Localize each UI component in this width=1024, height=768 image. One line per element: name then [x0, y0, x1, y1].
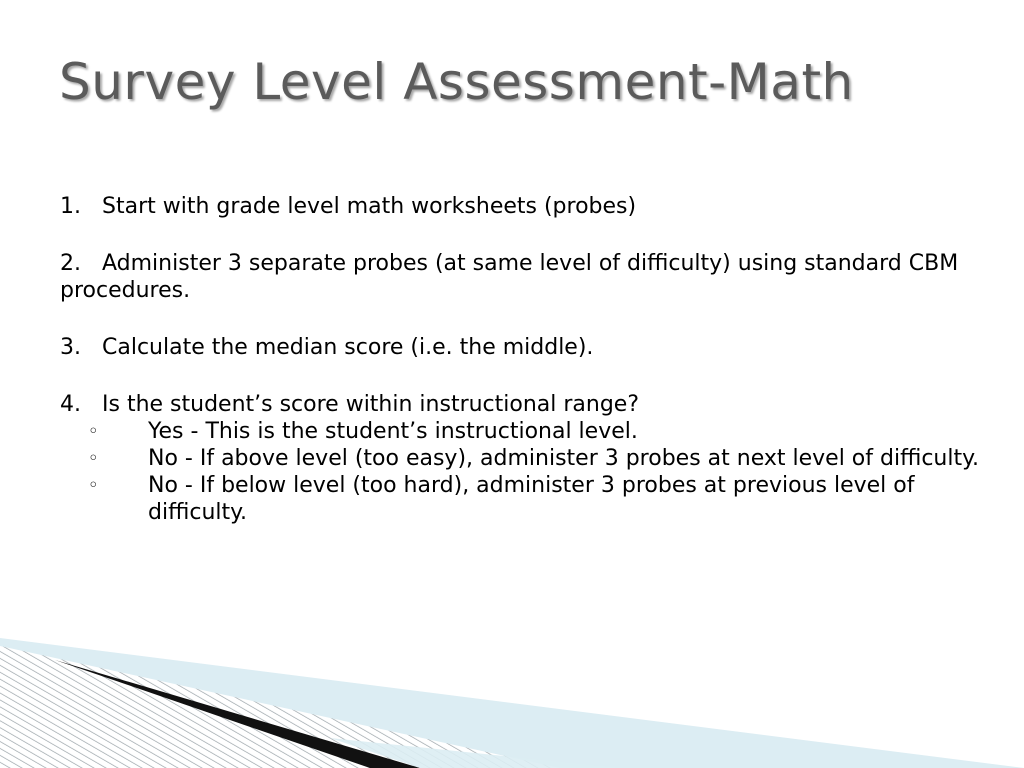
sub-bullet-text: No - If below level (too hard), administer 3 probes at previous level of difficulty. — [148, 473, 915, 525]
decorative-corner-graphic — [0, 638, 1024, 768]
sub-bullet-text: No - If above level (too easy), administer 3 probes at next level of difficulty. — [148, 446, 979, 471]
step-item — [60, 391, 980, 418]
hollow-bullet-icon: ◦ — [88, 448, 99, 469]
sub-bullet-item — [60, 418, 980, 445]
step-text: Start with grade level math worksheets (probes) — [102, 194, 637, 219]
step-number: 3. — [60, 335, 81, 360]
step-text: Administer 3 separate probes (at same level of difficulty) using standard CBM procedures. — [60, 251, 959, 303]
step-number: 1. — [60, 194, 81, 219]
hollow-bullet-icon: ◦ — [88, 475, 99, 496]
sub-bullet-list — [60, 418, 980, 526]
step-number: 4. — [60, 392, 81, 417]
sub-bullet-item — [60, 445, 980, 472]
slide-body — [60, 193, 980, 526]
step-text: Calculate the median score (i.e. the middle). — [102, 335, 594, 360]
step-text: Is the student’s score within instructional range? — [102, 392, 640, 417]
step-item — [60, 250, 980, 304]
step-item — [60, 334, 980, 361]
hollow-bullet-icon: ◦ — [88, 421, 99, 442]
step-item — [60, 193, 980, 220]
sub-bullet-text: Yes - This is the student’s instructional level. — [148, 419, 638, 444]
step-number: 2. — [60, 251, 81, 276]
slide-title: Survey Level Assessment-Math — [59, 53, 854, 111]
sub-bullet-item — [60, 472, 980, 526]
